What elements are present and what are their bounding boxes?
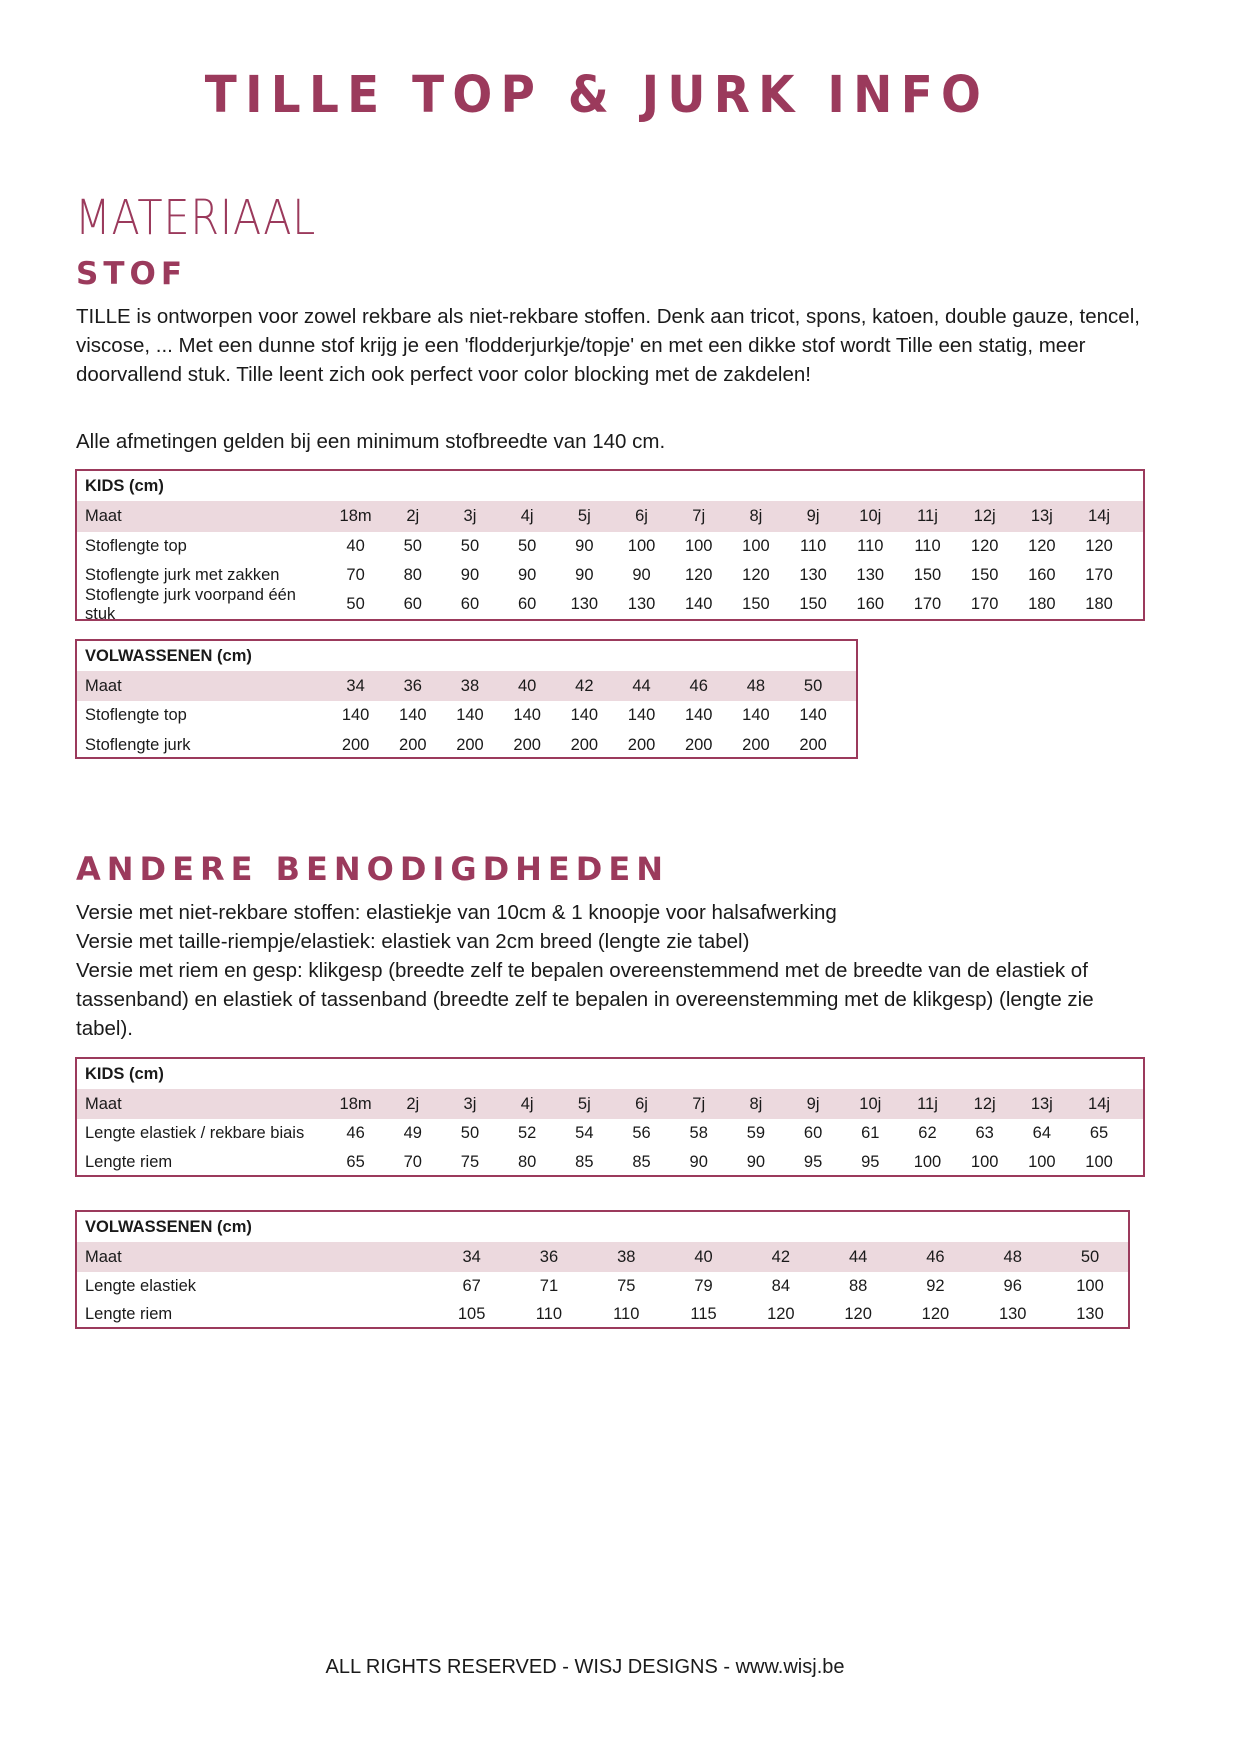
value-cell: 110 [535,1305,563,1323]
value-cell: 150 [970,566,999,584]
value-cell: 60 [403,595,422,613]
benodigdheden-list [76,898,1156,1043]
value-cell: 170 [970,595,999,613]
value-cell: 59 [746,1124,766,1142]
value-cell: 100 [1076,1276,1104,1295]
value-cell: 50 [460,1124,480,1142]
value-cell: 50 [460,537,480,555]
size-header-cell: 36 [403,676,422,695]
row-label: Stoflengte jurk met zakken [85,566,280,584]
table-row [77,532,1143,561]
size-header-cell: 50 [1080,1247,1100,1266]
value-cell: 200 [513,736,541,754]
value-cell: 180 [1085,595,1113,613]
table-header-row [77,501,1143,532]
value-cell: 90 [460,566,480,584]
value-cell: 120 [1028,537,1056,555]
value-cell: 96 [1003,1276,1022,1295]
value-cell: 65 [1089,1124,1109,1142]
section-heading-materiaal: MATERIAAL [75,190,317,246]
value-cell: 115 [690,1305,717,1323]
value-cell: 150 [742,595,770,613]
size-header-cell: 48 [1003,1247,1022,1266]
size-header-cell: 10j [859,1094,882,1113]
size-header-cell: 3j [463,1094,477,1113]
value-cell: 50 [403,537,422,555]
size-header-cell: 50 [803,676,823,695]
size-header-cell: 7j [692,1094,706,1113]
size-header-cell: 40 [694,1247,713,1266]
size-header-cell: 38 [617,1247,636,1266]
size-header-cell: 46 [926,1247,945,1266]
size-header-cell: 42 [771,1247,791,1266]
value-cell: 140 [456,706,484,724]
size-header-cell: 10j [859,507,882,525]
size-header-cell: 8j [749,507,763,525]
value-cell: 200 [627,736,656,754]
value-cell: 56 [632,1124,651,1142]
value-cell: 65 [346,1153,365,1171]
value-cell: 110 [613,1305,640,1323]
value-cell: 150 [799,595,827,613]
value-cell: 110 [914,537,941,555]
value-cell: 100 [1085,1153,1113,1171]
size-header-cell: 3j [463,507,477,525]
subheading-stof: STOF [76,256,188,292]
size-header-cell: 4j [520,1094,534,1113]
value-cell: 88 [848,1276,868,1295]
value-cell: 95 [861,1153,880,1171]
table-caption: VOLWASSENEN (cm) [85,647,252,665]
value-cell: 110 [857,537,884,555]
size-header-cell: 13j [1030,1094,1053,1113]
row-label: Lengte elastiek [85,1276,196,1295]
size-header-cell: 34 [346,676,365,695]
value-cell: 130 [1076,1305,1104,1323]
value-cell: 50 [517,537,537,555]
value-cell: 170 [913,595,942,613]
row-label: Lengte riem [85,1305,173,1323]
value-cell: 67 [462,1276,481,1295]
table-row [77,730,856,761]
value-cell: 75 [617,1276,636,1295]
value-cell: 80 [403,566,422,584]
value-cell: 64 [1032,1124,1052,1142]
size-header-cell: 2j [406,1094,420,1113]
row-label: Maat [85,1094,122,1113]
table-caption: VOLWASSENEN (cm) [85,1218,252,1236]
table-row [77,1300,1128,1329]
value-cell: 140 [799,706,827,724]
size-header-cell: 18m [339,1094,372,1113]
row-label: Maat [85,1247,122,1266]
size-header-cell: 42 [575,676,594,695]
table-header-row [77,671,856,701]
value-cell: 100 [742,537,770,555]
value-cell: 130 [799,566,827,584]
value-cell: 79 [694,1276,713,1295]
value-cell: 100 [913,1153,942,1171]
value-cell: 120 [970,537,999,555]
value-cell: 140 [399,706,427,724]
value-cell: 100 [970,1153,999,1171]
size-header-cell: 40 [517,676,537,695]
row-label: Stoflengte top [85,706,187,724]
value-cell: 54 [575,1124,594,1142]
value-cell: 84 [771,1276,791,1295]
value-cell: 140 [513,706,541,724]
table-header-row [77,1242,1128,1272]
value-cell: 63 [975,1124,994,1142]
value-cell: 130 [627,595,656,613]
value-cell: 100 [684,537,713,555]
size-header-cell: 5j [577,1094,591,1113]
value-cell: 140 [570,706,599,724]
size-header-cell: 6j [635,1094,648,1113]
adult-notions-table [75,1210,1130,1329]
size-header-cell: 18m [339,507,372,525]
value-cell: 75 [460,1153,480,1171]
size-header-cell: 7j [692,507,706,525]
value-cell: 60 [460,595,480,613]
value-cell: 92 [926,1276,945,1295]
value-cell: 95 [803,1153,823,1171]
size-header-cell: 44 [632,676,651,695]
size-header-cell: 11j [917,1094,938,1113]
value-cell: 130 [570,595,599,613]
row-label: Stoflengte jurk voorpand één stuk [85,585,296,623]
page-title: TILLE TOP & JURK INFO [204,66,990,125]
value-cell: 120 [1085,537,1113,555]
value-cell: 100 [627,537,656,555]
value-cell: 120 [844,1305,872,1323]
value-cell: 40 [346,537,365,555]
value-cell: 71 [539,1276,559,1295]
stof-paragraph: TILLE is ontworpen voor zowel rekbare als niet-rekbare stoffen. Denk aan tricot, spons, katoen, double gauze, tencel, viscose, ... Met een dunne stof krijg je een 'flodderjurkje/topje' en met een dikke stof wordt Tille een statig, meer doorvallend stuk. Tille leent zich ook perfect voor color blocking met de zakdelen! [76,305,1140,386]
value-cell: 200 [684,736,713,754]
value-cell: 46 [346,1124,365,1142]
row-label: Maat [85,676,122,695]
value-cell: 120 [767,1305,795,1323]
row-label: Lengte riem [85,1153,173,1171]
value-cell: 120 [684,566,713,584]
value-cell: 200 [399,736,427,754]
row-label: Stoflengte jurk [85,736,191,754]
value-cell: 140 [684,706,713,724]
stof-description [76,302,1156,389]
value-cell: 90 [575,566,594,584]
benodigdheden-line: Versie met taille-riempje/elastiek: elastiek van 2cm breed (lengte zie tabel) [76,930,750,953]
table-row [77,1119,1143,1148]
value-cell: 85 [632,1153,651,1171]
size-header-cell: 4j [520,507,534,525]
value-cell: 60 [803,1124,823,1142]
value-cell: 160 [856,595,885,613]
size-header-cell: 36 [539,1247,559,1266]
value-cell: 110 [799,537,827,555]
benodigdheden-line: Versie met riem en gesp: klikgesp (breedte zelf te bepalen overeenstemmend met de breedte van de elastiek of tassenband) en elastiek of tassenband (breedte zelf te bepalen in overeenstemming met de klikgesp) (lengte zie tabel). [76,959,1094,1040]
kids-fabric-table [75,469,1145,621]
value-cell: 200 [341,736,370,754]
benodigdheden-line: Versie met niet-rekbare stoffen: elastiekje van 10cm & 1 knoopje voor halsafwerking [76,901,837,924]
table-row [77,585,1143,623]
row-label: Maat [85,507,122,525]
size-header-cell: 11j [917,507,938,525]
adult-fabric-table [75,639,858,759]
value-cell: 200 [570,736,599,754]
size-header-cell: 14j [1088,1094,1111,1113]
footer-copyright: ALL RIGHTS RESERVED - WISJ DESIGNS - www.wisj.be [325,1656,845,1678]
value-cell: 120 [742,566,770,584]
size-header-cell: 14j [1088,507,1111,525]
value-cell: 50 [346,595,365,613]
table-row [77,1272,1128,1300]
value-cell: 160 [1028,566,1056,584]
value-cell: 52 [517,1124,537,1142]
value-cell: 80 [517,1153,537,1171]
size-header-cell: 6j [635,507,648,525]
size-header-cell: 9j [806,507,820,525]
size-header-cell: 46 [689,676,708,695]
value-cell: 130 [998,1305,1027,1323]
value-cell: 70 [346,566,365,584]
value-cell: 140 [742,706,770,724]
value-cell: 140 [627,706,656,724]
table-header-row [77,1089,1143,1119]
value-cell: 58 [689,1124,708,1142]
size-header-cell: 9j [806,1094,820,1113]
value-cell: 61 [861,1124,880,1142]
value-cell: 150 [913,566,942,584]
row-label: Lengte elastiek / rekbare biais [85,1124,305,1142]
row-label: Stoflengte top [85,537,187,555]
kids-notions-table [75,1057,1145,1177]
value-cell: 130 [856,566,885,584]
size-header-cell: 8j [749,1094,763,1113]
value-cell: 140 [684,595,713,613]
value-cell: 170 [1085,566,1113,584]
size-header-cell: 13j [1030,507,1053,525]
value-cell: 200 [799,736,827,754]
value-cell: 85 [575,1153,594,1171]
section-heading-andere-benodigdheden: ANDERE BENODIGDHEDEN [76,850,669,888]
value-cell: 100 [1028,1153,1056,1171]
table-caption: KIDS (cm) [85,477,164,495]
value-cell: 60 [517,595,537,613]
value-cell: 90 [746,1153,766,1171]
value-cell: 90 [632,566,651,584]
size-header-cell: 38 [460,676,480,695]
value-cell: 105 [457,1305,486,1323]
value-cell: 90 [575,537,594,555]
table-row [77,1148,1143,1177]
table-caption: KIDS (cm) [85,1065,164,1083]
value-cell: 70 [403,1153,422,1171]
value-cell: 49 [403,1124,422,1142]
size-header-cell: 12j [973,1094,996,1113]
value-cell: 90 [689,1153,708,1171]
value-cell: 140 [341,706,370,724]
value-cell: 200 [456,736,484,754]
table-row [77,701,856,730]
value-cell: 90 [517,566,537,584]
size-header-cell: 5j [577,507,591,525]
size-header-cell: 2j [406,507,420,525]
value-cell: 120 [921,1305,950,1323]
stof-note: Alle afmetingen gelden bij een minimum stofbreedte van 140 cm. [76,430,666,453]
value-cell: 62 [918,1124,937,1142]
size-header-cell: 48 [746,676,766,695]
value-cell: 180 [1028,595,1056,613]
size-header-cell: 44 [848,1247,868,1266]
size-header-cell: 12j [973,507,996,525]
size-header-cell: 34 [462,1247,481,1266]
value-cell: 200 [742,736,770,754]
